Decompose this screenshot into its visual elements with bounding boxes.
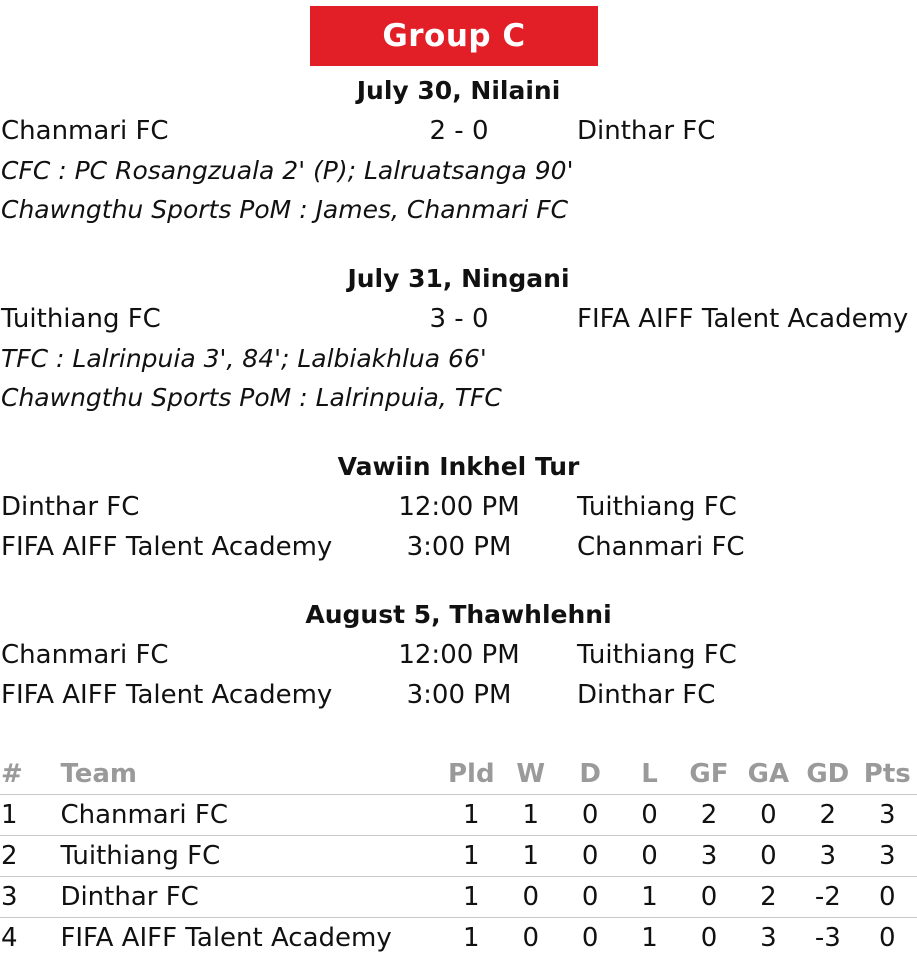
- won: 1: [501, 795, 560, 836]
- home-team: Dinthar FC: [1, 492, 140, 522]
- kickoff-time: 3:00 PM: [406, 680, 512, 710]
- away-team: Dinthar FC: [577, 116, 716, 146]
- played: 1: [442, 836, 501, 877]
- away-team: Tuithiang FC: [577, 640, 737, 670]
- section-title-august-5: August 5, Thawhlehni: [305, 600, 612, 629]
- lost: 1: [641, 923, 658, 953]
- match-row: [0, 113, 917, 149]
- goal-scorers: CFC : PC Rosangzuala 2' (P); Lalruatsanga 90': [1, 156, 574, 185]
- goals-for: 0: [679, 877, 738, 918]
- goal-difference: 3: [798, 836, 857, 877]
- away-team: Chanmari FC: [577, 532, 745, 562]
- goals-for: 3: [679, 836, 738, 877]
- rank: 2: [0, 836, 60, 877]
- team-name: FIFA AIFF Talent Academy: [60, 923, 392, 953]
- home-team: FIFA AIFF Talent Academy: [1, 532, 333, 562]
- rank: 3: [0, 877, 60, 918]
- col-goal-difference: GD: [798, 754, 857, 795]
- col-rank: #: [0, 754, 60, 795]
- lost: 0: [620, 836, 679, 877]
- standings-table: [0, 754, 917, 958]
- fixture-row: [0, 677, 917, 713]
- drawn: 0: [560, 795, 619, 836]
- section-title-upcoming-today: Vawiin Inkhel Tur: [337, 452, 580, 481]
- goal-difference: -2: [798, 877, 857, 918]
- home-team: Chanmari FC: [1, 640, 169, 670]
- team-name: Tuithiang FC: [60, 836, 441, 877]
- col-team: Team: [60, 754, 441, 795]
- points: 3: [858, 836, 917, 877]
- played: 1: [463, 923, 480, 953]
- col-drawn: D: [560, 754, 619, 795]
- won: 0: [522, 923, 539, 953]
- group-title: Group C: [382, 18, 526, 54]
- goals-against: 0: [739, 836, 798, 877]
- match-score: 2 - 0: [429, 116, 489, 146]
- won: 0: [501, 877, 560, 918]
- team-name: Dinthar FC: [60, 877, 441, 918]
- rank: 1: [0, 795, 60, 836]
- kickoff-time: 3:00 PM: [406, 532, 512, 562]
- kickoff-time: 12:00 PM: [398, 492, 520, 522]
- away-team: Dinthar FC: [577, 680, 716, 710]
- goals-against: 3: [760, 923, 777, 953]
- points: 0: [878, 923, 896, 953]
- col-points: Pts: [858, 754, 917, 795]
- section-title-july-30: July 30, Nilaini: [356, 76, 561, 105]
- played: 1: [442, 795, 501, 836]
- fixture-row: [0, 529, 917, 565]
- kickoff-time: 12:00 PM: [398, 640, 520, 670]
- col-won: W: [501, 754, 560, 795]
- home-team: Chanmari FC: [1, 116, 169, 146]
- won: 1: [501, 836, 560, 877]
- home-team: Tuithiang FC: [1, 304, 161, 334]
- goals-for: 0: [700, 923, 718, 953]
- goal-difference: 2: [798, 795, 857, 836]
- match-score: 3 - 0: [429, 304, 489, 334]
- points: 3: [858, 795, 917, 836]
- goal-scorers: TFC : Lalrinpuia 3', 84'; Lalbiakhlua 66': [1, 344, 487, 373]
- lost: 0: [620, 795, 679, 836]
- fixture-row: [0, 489, 917, 525]
- table-row: [0, 795, 917, 836]
- points: 0: [858, 877, 917, 918]
- match-row: [0, 301, 917, 337]
- player-of-match: Chawngthu Sports PoM : James, Chanmari FC: [1, 195, 569, 224]
- section-title-july-31: July 31, Ningani: [347, 264, 570, 293]
- col-goals-against: GA: [739, 754, 798, 795]
- played: 1: [442, 877, 501, 918]
- away-team: Tuithiang FC: [577, 492, 737, 522]
- fixture-row: [0, 637, 917, 673]
- away-team: FIFA AIFF Talent Academy: [577, 304, 909, 334]
- home-team: FIFA AIFF Talent Academy: [1, 680, 333, 710]
- goals-against: 0: [739, 795, 798, 836]
- team-name: Chanmari FC: [60, 795, 441, 836]
- standings-header-row: [0, 754, 917, 795]
- drawn: 0: [560, 877, 619, 918]
- rank: 4: [1, 923, 18, 953]
- col-goals-for: GF: [679, 754, 738, 795]
- player-of-match: Chawngthu Sports PoM : Lalrinpuia, TFC: [1, 383, 502, 412]
- lost: 1: [620, 877, 679, 918]
- drawn: 0: [581, 923, 599, 953]
- goal-difference: -3: [814, 923, 841, 953]
- col-played: Pld: [442, 754, 501, 795]
- table-row: [0, 918, 917, 959]
- drawn: 0: [560, 836, 619, 877]
- table-row: [0, 836, 917, 877]
- table-row: [0, 877, 917, 918]
- goals-against: 2: [739, 877, 798, 918]
- group-banner: [310, 6, 598, 66]
- goals-for: 2: [679, 795, 738, 836]
- col-lost: L: [620, 754, 679, 795]
